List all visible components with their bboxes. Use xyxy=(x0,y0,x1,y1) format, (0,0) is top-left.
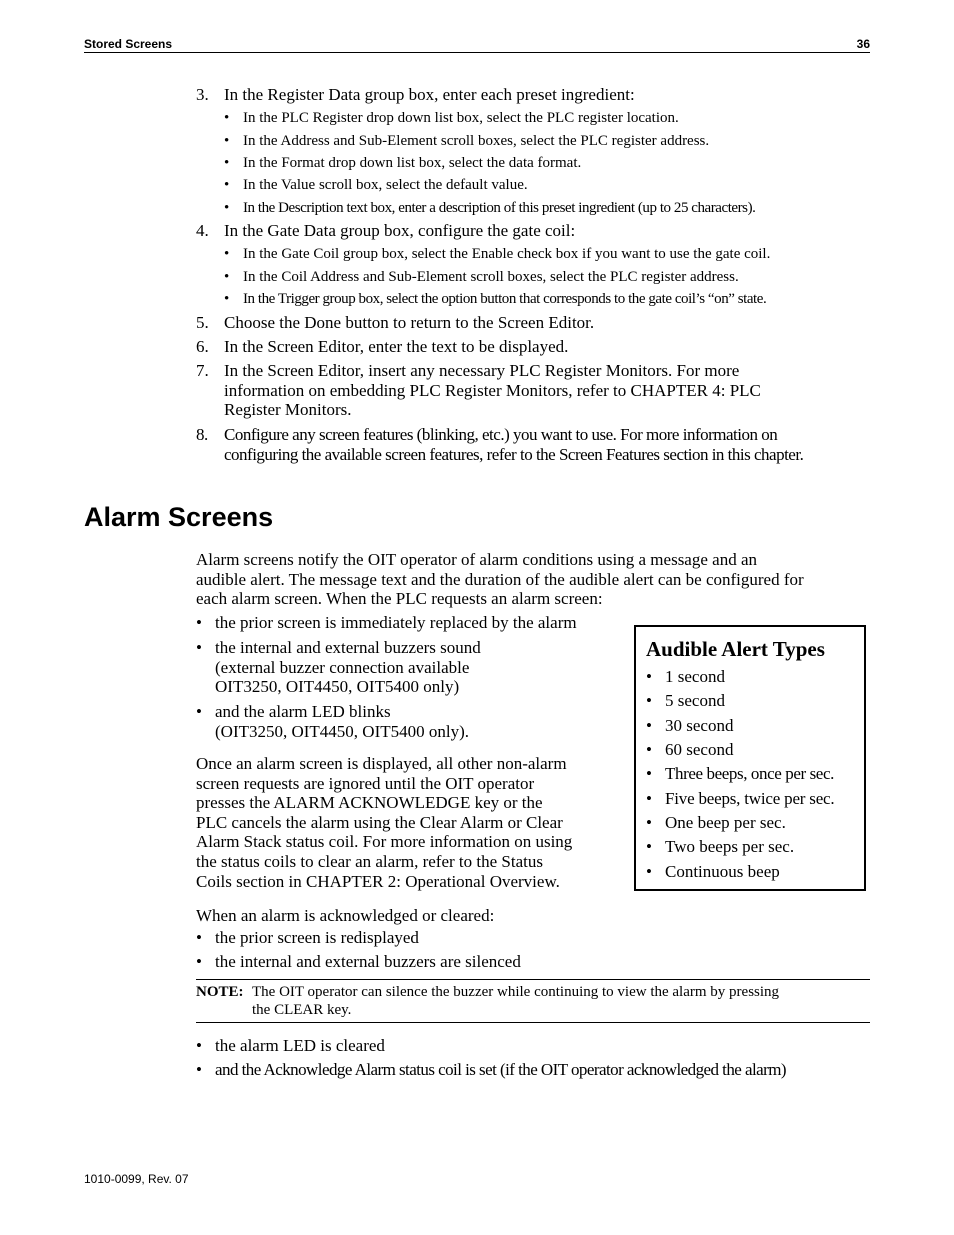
list-item: • In the PLC Register drop down list box, select the PLC register location. xyxy=(224,110,679,126)
step-4: 4. In the Gate Data group box, configure the gate coil: xyxy=(196,221,576,240)
note-top-rule xyxy=(196,979,870,980)
alarm-intro: Alarm screens notify the OIT operator of alarm conditions using a message and an audible alert. The message text and the duration of the audible alert can be configured for each alarm screen. When the PLC requests an alarm screen: xyxy=(196,550,804,609)
note-bottom-rule xyxy=(196,1022,870,1023)
step-3-bullets xyxy=(224,109,870,221)
list-item: • 60 second xyxy=(646,740,734,759)
page-number: 36 xyxy=(856,37,870,51)
page-header xyxy=(84,37,870,53)
ack-bullets xyxy=(196,928,870,976)
step-8: 8. Configure any screen features (blinking, etc.) you want to use. For more information on configuring the available screen features, refer to the Screen Features section in this chapter. xyxy=(196,425,804,464)
step-6: 6. In the Screen Editor, enter the text to be displayed. xyxy=(196,337,569,356)
list-item: • the prior screen is immediately replaced by the alarm xyxy=(196,613,577,632)
list-item: • One beep per sec. xyxy=(646,813,786,832)
list-item: • and the alarm LED blinks (OIT3250, OIT4450, OIT5400 only). xyxy=(196,702,470,741)
note: NOTE: The OIT operator can silence the buzzer while continuing to view the alarm by pressing the CLEAR key. xyxy=(196,984,780,1018)
ack-intro: When an alarm is acknowledged or cleared: xyxy=(196,906,495,925)
alert-box-title: Audible Alert Types xyxy=(646,637,825,661)
list-item: • In the Value scroll box, select the default value. xyxy=(224,177,528,193)
list-item: • Five beeps, twice per sec. xyxy=(646,789,835,808)
list-item: • 30 second xyxy=(646,716,734,735)
list-item: • In the Format drop down list box, select the data format. xyxy=(224,155,582,171)
page-footer: 1010-0099, Rev. 07 xyxy=(84,1172,189,1186)
list-item: • In the Coil Address and Sub-Element scroll boxes, select the PLC register address. xyxy=(224,269,739,285)
step-7: 7. In the Screen Editor, insert any necessary PLC Register Monitors. For more information on embedding PLC Register Monitors, refer to CHAPTER 4: PLC Register Monitors. xyxy=(196,361,761,419)
list-item: • the internal and external buzzers sound (external buzzer connection available OIT3250, OIT4450, OIT5400 only) xyxy=(196,638,481,697)
list-item: • the internal and external buzzers are silenced xyxy=(196,952,521,971)
step-5: 5. Choose the Done button to return to the Screen Editor. xyxy=(196,313,595,332)
list-item: • In the Description text box, enter a description of this preset ingredient (up to 25 characters). xyxy=(224,200,756,216)
audible-alert-types-box xyxy=(634,625,866,891)
list-item: • Two beeps per sec. xyxy=(646,837,795,856)
list-item: • the alarm LED is cleared xyxy=(196,1036,385,1055)
alarm-request-bullets xyxy=(196,613,626,741)
step-4-bullets xyxy=(224,245,870,312)
list-item: • In the Address and Sub-Element scroll boxes, select the PLC register address. xyxy=(224,133,710,149)
list-item: • the prior screen is redisplayed xyxy=(196,928,419,947)
list-item: • Three beeps, once per sec. xyxy=(646,764,834,783)
list-item: • and the Acknowledge Alarm status coil is set (if the OIT operator acknowledged the alarm) xyxy=(196,1060,787,1079)
alarm-once-paragraph: Once an alarm screen is displayed, all other non-alarm screen requests are ignored until the OIT operator presses the ALARM ACKNOWLEDGE key or the PLC cancels the alarm using the Clear Alarm or Clear Alarm Stack status coil. For more information on using the status coils to clear an alarm, refer to the Status Coils section in CHAPTER 2: Operational Overview. xyxy=(196,754,573,891)
after-bullets xyxy=(196,1036,870,1084)
list-item: • In the Gate Coil group box, select the Enable check box if you want to use the gate coil. xyxy=(224,246,771,262)
note-label: NOTE: xyxy=(196,984,244,1000)
section-heading: Alarm Screens xyxy=(84,502,274,532)
step-3: 3. In the Register Data group box, enter each preset ingredient: xyxy=(196,85,635,104)
list-item: • Continuous beep xyxy=(646,862,780,881)
list-item: • 1 second xyxy=(646,667,725,686)
section-title: Stored Screens xyxy=(84,37,173,51)
list-item: • 5 second xyxy=(646,691,725,710)
list-item: • In the Trigger group box, select the option button that corresponds to the gate coil’s “on” state. xyxy=(224,291,767,307)
